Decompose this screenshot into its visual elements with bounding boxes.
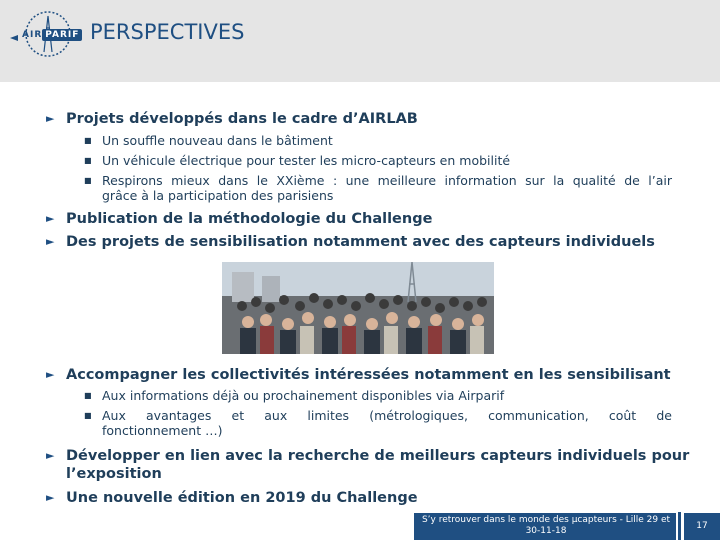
- sub-bullet-text-line1: Aux avantages et aux limites (métrologiques, communication, coût de: [102, 408, 672, 423]
- sub-bullet-text-line1: Respirons mieux dans le XXième : une meilleure information sur la qualité de l’air: [102, 173, 672, 188]
- bullet-text: Des projets de sensibilisation notamment avec des capteurs individuels: [66, 234, 655, 250]
- bullet-arrow-icon: ►: [46, 212, 55, 225]
- bullet-text: Accompagner les collectivités intéressées notamment en les sensibilisant: [66, 367, 671, 383]
- sub-bullet-text-line2: grâce à la participation des parisiens: [102, 188, 334, 203]
- page-number: 17: [684, 513, 720, 540]
- footer-caption: [418, 515, 674, 537]
- bullet-arrow-icon: ►: [46, 449, 55, 462]
- footer-divider: [678, 512, 681, 540]
- bullet-text: Publication de la méthodologie du Challenge: [66, 211, 433, 227]
- group-photo: [222, 262, 494, 354]
- sub-bullet-text: Un véhicule électrique pour tester les micro-capteurs en mobilité: [102, 153, 511, 168]
- sub-bullet-text: Un souffle nouveau dans le bâtiment: [102, 133, 333, 148]
- sub-bullet-text: Aux informations déjà ou prochainement disponibles via Airparif: [102, 388, 505, 403]
- logo-letters-air: AIR: [22, 30, 43, 40]
- bullet-arrow-icon: ►: [46, 235, 55, 248]
- footer-caption-line2: 30-11-18: [525, 526, 567, 536]
- footer-caption-line1: S’y retrouver dans le monde des µcapteurs - Lille 29 et: [421, 515, 671, 525]
- bullet-text: Une nouvelle édition en 2019 du Challenge: [66, 490, 418, 506]
- square-bullet-icon: ■: [84, 391, 92, 400]
- square-bullet-icon: ■: [84, 411, 92, 420]
- square-bullet-icon: ■: [84, 156, 92, 165]
- bullet-text-line1: Développer en lien avec la recherche de meilleurs capteurs individuels pour: [66, 448, 690, 464]
- page-title: PERSPECTIVES: [90, 20, 245, 44]
- group-photo-image: [222, 262, 494, 354]
- sub-bullet-text-line2: fonctionnement …): [102, 423, 223, 438]
- square-bullet-icon: ■: [84, 136, 92, 145]
- bullet-arrow-icon: ►: [46, 368, 55, 381]
- bullet-text-line2: l’exposition: [66, 466, 162, 482]
- bullet-arrow-icon: ►: [46, 112, 55, 125]
- square-bullet-icon: ■: [84, 176, 92, 185]
- bullet-arrow-icon: ►: [46, 491, 55, 504]
- logo-letters-parif: PARIF: [42, 29, 82, 41]
- bullet-text: Projets développés dans le cadre d’AIRLAB: [66, 111, 418, 127]
